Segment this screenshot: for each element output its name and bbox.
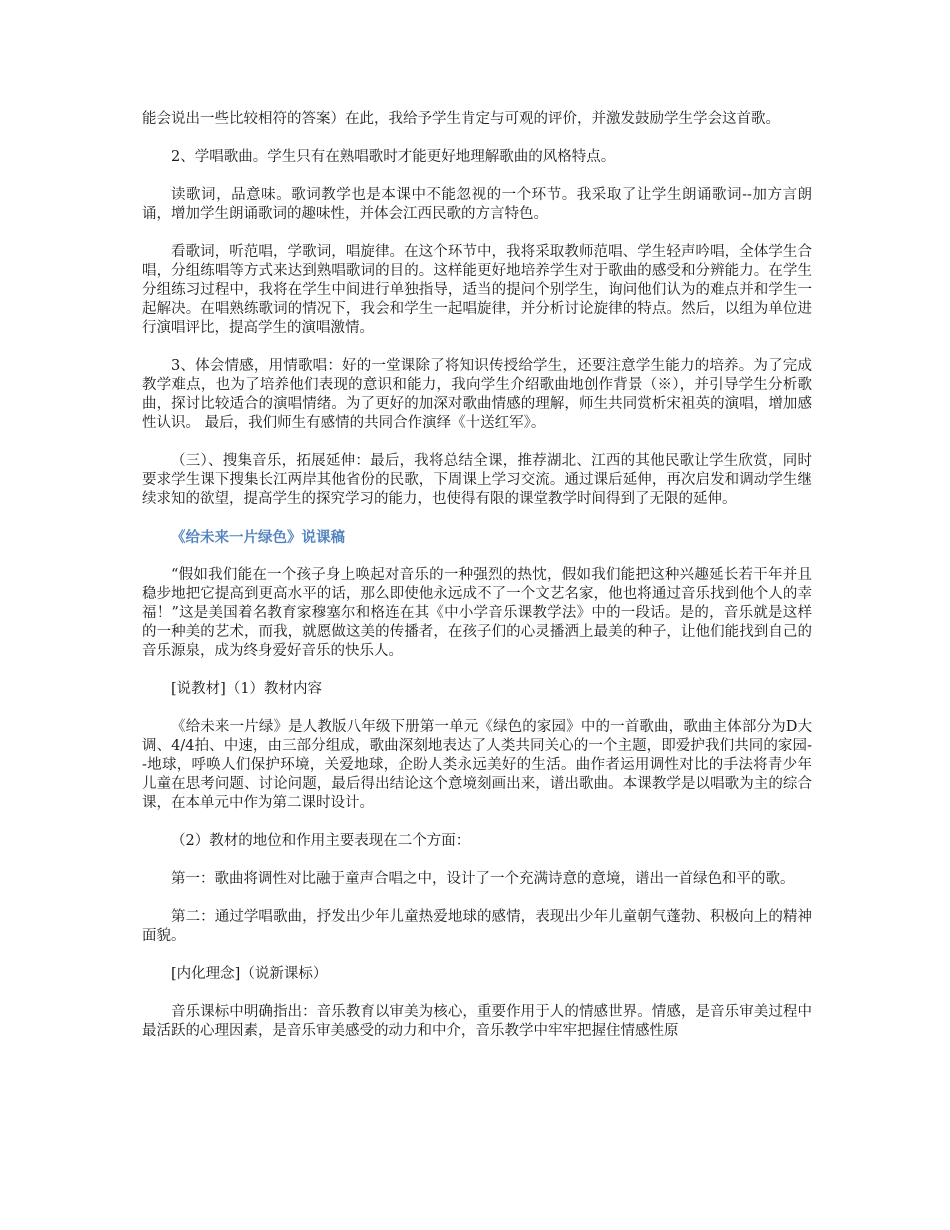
document-body: [142, 110, 812, 1060]
paragraph-emotion-singing: 3、体会情感，用情歌唱：好的一堂课除了将知识传授给学生，还要注意学生能力的培养。为了完成教学难点，也为了培养他们表现的意识和能力，我向学生介绍歌曲地创作背景（※），并引导学生分析歌曲，探讨比较适合的演唱情绪。为了更好的加深对歌曲情感的理解，师生共同赏析宋祖英的演唱，增加感性认识。 最后，我们师生有感情的共同合作演绎《十送红军》。: [142, 358, 812, 431]
paragraph-point-one: 第一：歌曲将调性对比融于童声合唱之中，设计了一个充满诗意的意境，谱出一首绿色和平的歌。: [171, 871, 795, 887]
paragraph-concept-heading: [内化理念]（说新课标）: [171, 966, 328, 982]
paragraph-curriculum-standard: 音乐课标中明确指出：音乐教育以审美为核心，重要作用于人的情感世界。情感，是音乐审美过程中最活跃的心理因素，是音乐审美感受的动力和中介，音乐教学中牢牢把握住情感性原: [142, 1004, 812, 1039]
paragraph-textbook-heading: [说教材]（1）教材内容: [171, 681, 323, 697]
section-heading: 《给未来一片绿色》说课稿: [171, 529, 345, 546]
paragraph-textbook-role: （2）教材的地位和作用主要表现在二个方面：: [171, 833, 471, 849]
paragraph-answer-evaluation: 能会说出一些比较相符的答案）在此，我给予学生肯定与可观的评价，并激发鼓励学生学会这首歌。: [142, 111, 780, 127]
paragraph-point-two: 第二：通过学唱歌曲，抒发出少年儿童热爱地球的感情，表现出少年儿童朝气蓬勃、积极向上的精神面貌。: [142, 909, 812, 944]
paragraph-textbook-content: 《给未来一片绿》是人教版八年级下册第一单元《绿色的家园》中的一首歌曲，歌曲主体部分为D大调、4/4拍、中速，由三部分组成，歌曲深刻地表达了人类共同关心的一个主题，即爱护我们共同的家园--地球，呼唤人们保护环境，关爱地球，企盼人类永远美好的生活。曲作者运用调性对比的手法将青少年儿童在思考问题、讨论问题，最后得出结论这个意境刻画出来，谱出歌曲。本课教学是以唱歌为主的综合课，在本单元中作为第二课时设计。: [142, 719, 812, 811]
paragraph-quote: “假如我们能在一个孩子身上唤起对音乐的一种强烈的热忱，假如我们能把这种兴趣延长若干年并且稳步地把它提高到更高水平的话，那么即使他永远成不了一个文艺名家，他也将通过音乐找到他个人的幸福！”这是美国着名教育家穆塞尔和格连在其《中小学音乐课教学法》中的一段话。是的，音乐就是这样的一种美的艺术，而我，就愿做这美的传播者，在孩子们的心灵播洒上最美的种子，让他们能找到自己的音乐源泉，成为终身爱好音乐的快乐人。: [142, 567, 812, 659]
paragraph-extension: （三）、搜集音乐，拓展延伸：最后，我将总结全课，推荐湖北、江西的其他民歌让学生欣赏，同时要求学生课下搜集长江两岸其他省份的民歌，下周课上学习交流。通过课后延伸，再次启发和调动学生继续求知的欲望，提高学生的探究学习的能力，也使得有限的课堂教学时间得到了无限的延伸。: [142, 453, 812, 507]
paragraph-read-lyrics: 读歌词，品意味。歌词教学也是本课中不能忽视的一个环节。我采取了让学生朗诵歌词--加方言朗诵，增加学生朗诵歌词的趣味性，并体会江西民歌的方言特色。: [142, 187, 812, 222]
paragraph-sing-melody: 看歌词，听范唱，学歌词，唱旋律。在这个环节中，我将采取教师范唱、学生轻声吟唱，全体学生合唱，分组练唱等方式来达到熟唱歌词的目的。这样能更好地培养学生对于歌曲的感受和分辨能力。在学生分组练习过程中，我将在学生中间进行单独指导，适当的提问个别学生，询问他们认为的难点并和学生一起解决。在唱熟练歌词的情况下，我会和学生一起唱旋律，并分析讨论旋律的特点。然后，以组为单位进行演唱评比，提高学生的演唱激情。: [142, 244, 812, 336]
paragraph-learn-song: 2、学唱歌曲。学生只有在熟唱歌时才能更好地理解歌曲的风格特点。: [171, 149, 616, 165]
